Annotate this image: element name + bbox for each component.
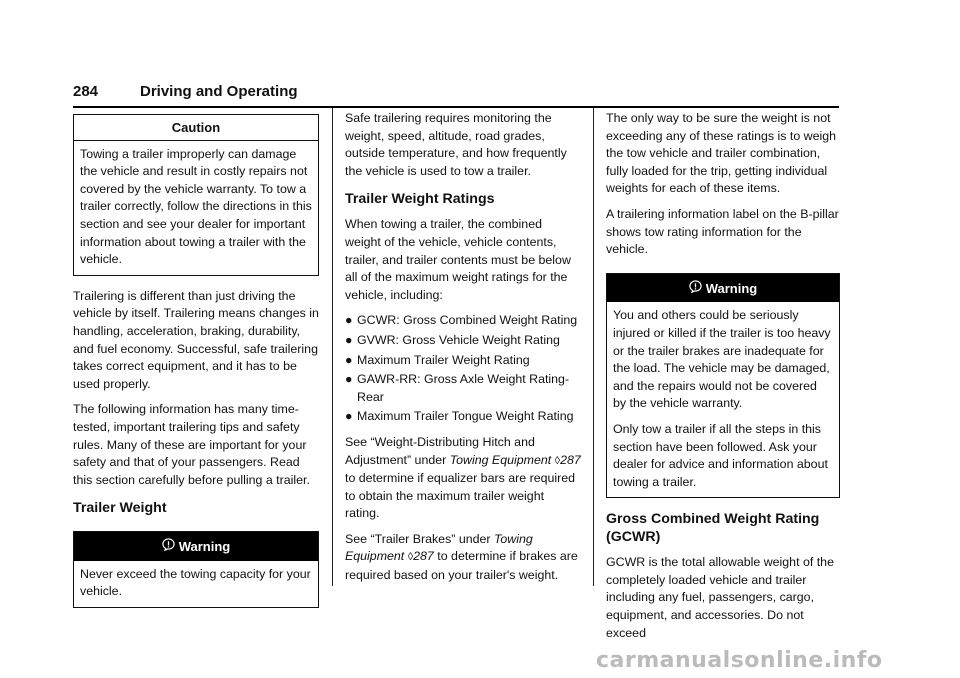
column-3 bbox=[606, 110, 840, 650]
ratings-list bbox=[345, 312, 581, 426]
warning-box bbox=[73, 531, 319, 608]
page-ref-number[interactable]: 287 bbox=[560, 452, 581, 467]
warning-heading: Warning bbox=[178, 539, 231, 555]
list-item: ● Maximum Trailer Weight Rating bbox=[345, 352, 581, 370]
list-item: ● GCWR: Gross Combined Weight Rating bbox=[345, 312, 581, 330]
paragraph: Safe trailering requires monitoring the weight, speed, altitude, road grades, outside temperature, and how frequently the vehicle is used to tow a trailer. bbox=[345, 111, 567, 178]
warning-header bbox=[607, 274, 839, 303]
caution-text: Towing a trailer improperly can damage the vehicle and result in costly repairs not covered by the vehicle warranty. To tow a trailer correctly, follow the directions in this section and see your dealer for important information about towing a trailer with the vehicle. bbox=[80, 146, 312, 267]
watermark: carmanualsonline.info bbox=[596, 648, 883, 673]
list-item: ● GVWR: Gross Vehicle Weight Rating bbox=[345, 332, 581, 350]
section-heading: Trailer Weight Ratings bbox=[345, 191, 495, 208]
column-1 bbox=[73, 114, 319, 620]
section-heading: Gross Combined Weight Rating (GCWR) bbox=[606, 511, 820, 546]
list-item: ● GAWR-RR: Gross Axle Weight Rating-Rear bbox=[345, 372, 570, 404]
paragraph: A trailering information label on the B-pillar shows tow rating information for the vehicle. bbox=[606, 206, 839, 257]
column-divider bbox=[332, 108, 333, 586]
cross-reference-link[interactable]: Towing Equipment bbox=[345, 531, 533, 564]
paragraph: The only way to be sure the weight is not exceeding any of these ratings is to weigh the tow vehicle and trailer combination, fully loaded for the trip, getting individual weights for each of these items. bbox=[606, 111, 837, 196]
caution-box bbox=[73, 114, 319, 276]
section-title: Driving and Operating bbox=[140, 83, 298, 100]
bullet-icon: ● bbox=[345, 372, 353, 387]
page-ref-number[interactable]: 287 bbox=[413, 549, 434, 564]
paragraph: The following information has many time-tested, important trailering tips and safety rules. Many of these are important for your safety and that of your passengers. Read this section carefully before pulling a trailer. bbox=[73, 402, 310, 487]
warning-icon bbox=[689, 280, 702, 298]
warning-heading: Warning bbox=[705, 280, 758, 296]
warning-header bbox=[74, 532, 318, 561]
page-ref-icon: ◊ bbox=[554, 454, 561, 467]
warning-box bbox=[606, 273, 840, 499]
page-number: 284 bbox=[73, 83, 99, 100]
warning-icon bbox=[162, 538, 175, 556]
column-2 bbox=[345, 110, 581, 593]
list-item: ● Maximum Trailer Tongue Weight Rating bbox=[345, 408, 581, 426]
bullet-icon: ● bbox=[345, 313, 353, 328]
warning-text: Never exceed the towing capacity for your vehicle. bbox=[80, 566, 311, 599]
warning-text: You and others could be seriously injured or killed if the trailer is too heavy or the trailer brakes are inadequate for the load. The vehicle may be damaged, and the repairs would not be covered by the vehicle warranty. bbox=[613, 308, 831, 411]
caution-heading: Caution bbox=[74, 115, 318, 141]
paragraph: When towing a trailer, the combined weight of the vehicle, vehicle contents, trailer, and trailer contents must be below all of the maximum weight ratings for the vehicle, including: bbox=[345, 217, 571, 302]
page-ref-icon: ◊ bbox=[407, 551, 414, 564]
cross-reference-link[interactable]: Towing Equipment bbox=[449, 452, 552, 467]
paragraph: Trailering is different than just driving the vehicle by itself. Trailering means changes in handling, acceleration, braking, durability, and fuel economy. Successful, safe trailering takes correct equipment, and it has to be used properly. bbox=[73, 288, 319, 391]
paragraph: GCWR is the total allowable weight of the completely loaded vehicle and trailer including any fuel, passengers, cargo, equipment, and accessories. Do not exceed bbox=[606, 555, 834, 640]
bullet-icon: ● bbox=[345, 352, 353, 367]
page-header bbox=[73, 82, 839, 108]
bullet-icon: ● bbox=[345, 409, 353, 424]
section-heading: Trailer Weight bbox=[73, 500, 167, 517]
paragraph: See “Weight-Distributing Hitch and Adjustment” under Towing Equipment ◊287 to determine if equalizer bars are required to obtain the maximum trailer weight rating. bbox=[345, 434, 581, 521]
column-divider bbox=[593, 108, 594, 586]
bullet-icon: ● bbox=[345, 332, 353, 347]
warning-text: Only tow a trailer if all the steps in this section have been followed. Ask your dealer for advice and information about towing a trailer. bbox=[613, 421, 828, 489]
paragraph: See “Trailer Brakes” under Towing Equipment ◊287 to determine if brakes are required based on your trailer's weight. bbox=[345, 531, 578, 583]
